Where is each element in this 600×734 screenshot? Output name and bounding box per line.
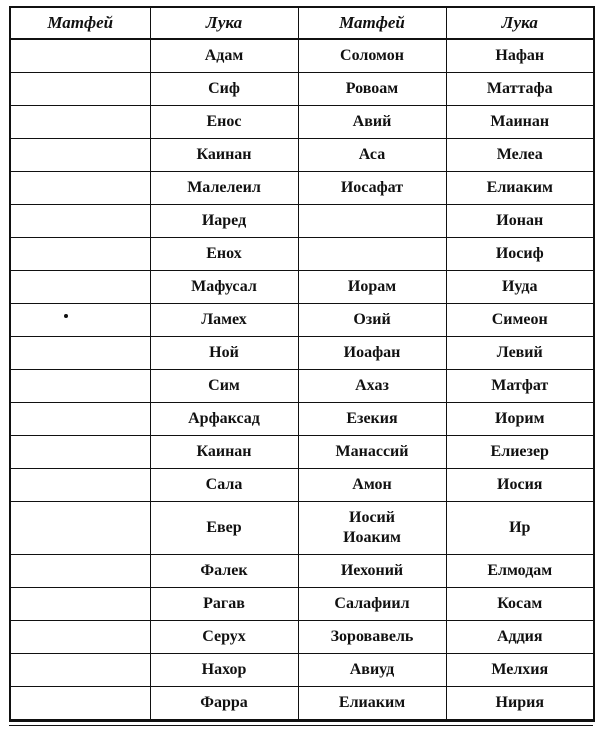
cell-matthew-1 bbox=[10, 588, 150, 621]
cell-text: Иоафан bbox=[343, 344, 401, 361]
table-body bbox=[10, 39, 594, 721]
cell-luke-2: Аддия bbox=[446, 621, 594, 654]
table-row bbox=[10, 271, 594, 304]
header-matthew-1: Матфей bbox=[10, 7, 150, 39]
cell-matthew-2 bbox=[298, 39, 446, 73]
cell-luke-2: Симеон bbox=[446, 304, 594, 337]
cell-matthew-2 bbox=[298, 106, 446, 139]
header-matthew-2: Матфей bbox=[298, 7, 446, 39]
table-row bbox=[10, 172, 594, 205]
cell-text: Ровоам bbox=[345, 80, 399, 97]
cell-matthew-1 bbox=[10, 205, 150, 238]
cell-text-second-line: Иоаким bbox=[343, 529, 401, 546]
table-row bbox=[10, 205, 594, 238]
table-row bbox=[10, 139, 594, 172]
cell-matthew-1 bbox=[10, 436, 150, 469]
cell-matthew-2 bbox=[298, 588, 446, 621]
cell-text: Авий bbox=[352, 113, 392, 130]
cell-matthew-2 bbox=[298, 469, 446, 502]
cell-luke-2: Елиаким bbox=[446, 172, 594, 205]
cell-luke-2: Иорим bbox=[446, 403, 594, 436]
cell-matthew-2 bbox=[298, 436, 446, 469]
cell-luke-1: Сим bbox=[150, 370, 298, 403]
cell-luke-2: Иуда bbox=[446, 271, 594, 304]
cell-luke-2: Ир bbox=[446, 502, 594, 555]
table-row bbox=[10, 73, 594, 106]
cell-text: Иехоний bbox=[340, 562, 404, 579]
cell-matthew-1 bbox=[10, 555, 150, 588]
cell-luke-2: Мелеа bbox=[446, 139, 594, 172]
cell-matthew-1 bbox=[10, 73, 150, 106]
cell-matthew-1 bbox=[10, 139, 150, 172]
cell-matthew-1 bbox=[10, 337, 150, 370]
table-row bbox=[10, 337, 594, 370]
cell-matthew-2 bbox=[298, 271, 446, 304]
cell-luke-2: Иосиф bbox=[446, 238, 594, 271]
cell-matthew-2 bbox=[298, 654, 446, 687]
cell-luke-1: Нахор bbox=[150, 654, 298, 687]
cell-matthew-1 bbox=[10, 370, 150, 403]
cell-luke-1: Каинан bbox=[150, 436, 298, 469]
cell-matthew-2 bbox=[298, 304, 446, 337]
table-row bbox=[10, 502, 594, 555]
header-luke-2: Лука bbox=[446, 7, 594, 39]
cell-matthew-2 bbox=[298, 172, 446, 205]
cell-matthew-2 bbox=[298, 73, 446, 106]
cell-matthew-1 bbox=[10, 304, 150, 337]
cell-matthew-1 bbox=[10, 687, 150, 721]
header-row bbox=[10, 7, 594, 39]
cell-matthew-2 bbox=[298, 139, 446, 172]
cell-luke-1: Ламех bbox=[150, 304, 298, 337]
cell-luke-1: Адам bbox=[150, 39, 298, 73]
cell-luke-2: Нафан bbox=[446, 39, 594, 73]
cell-text: Иосий bbox=[349, 509, 395, 526]
cell-matthew-1 bbox=[10, 403, 150, 436]
cell-text: Амон bbox=[352, 476, 392, 493]
cell-luke-1: Арфаксад bbox=[150, 403, 298, 436]
cell-luke-2: Ионан bbox=[446, 205, 594, 238]
cell-text: Авиуд bbox=[349, 661, 395, 678]
cell-matthew-2 bbox=[298, 621, 446, 654]
cell-matthew-1 bbox=[10, 621, 150, 654]
cell-luke-2: Левий bbox=[446, 337, 594, 370]
cell-matthew-1 bbox=[10, 654, 150, 687]
cell-luke-2: Косам bbox=[446, 588, 594, 621]
dot-mark bbox=[64, 314, 68, 318]
cell-luke-1: Серух bbox=[150, 621, 298, 654]
cell-text: Езекия bbox=[346, 410, 398, 427]
cell-luke-1: Евер bbox=[150, 502, 298, 555]
cell-luke-1: Ной bbox=[150, 337, 298, 370]
table-row bbox=[10, 39, 594, 73]
table-row bbox=[10, 588, 594, 621]
cell-luke-1: Сиф bbox=[150, 73, 298, 106]
cell-text: Озий bbox=[353, 311, 391, 328]
cell-matthew-1 bbox=[10, 238, 150, 271]
cell-matthew-2 bbox=[298, 238, 446, 271]
cell-luke-1: Сала bbox=[150, 469, 298, 502]
table-row bbox=[10, 436, 594, 469]
cell-text: Иосафат bbox=[340, 179, 404, 196]
cell-matthew-2 bbox=[298, 555, 446, 588]
table-row bbox=[10, 106, 594, 139]
cell-luke-2: Нирия bbox=[446, 687, 594, 721]
cell-matthew-2 bbox=[298, 403, 446, 436]
cell-matthew-2 bbox=[298, 370, 446, 403]
cell-matthew-2 bbox=[298, 337, 446, 370]
header-luke-1: Лука bbox=[150, 7, 298, 39]
table-row bbox=[10, 370, 594, 403]
cell-text: Зоровавель bbox=[330, 628, 414, 645]
cell-text: Елиаким bbox=[338, 694, 406, 711]
cell-text: Салафиил bbox=[334, 595, 410, 612]
genealogy-table bbox=[9, 6, 595, 722]
cell-luke-2: Елмодам bbox=[446, 555, 594, 588]
cell-luke-1: Малелеил bbox=[150, 172, 298, 205]
cell-matthew-1 bbox=[10, 172, 150, 205]
table-row bbox=[10, 469, 594, 502]
table-row bbox=[10, 304, 594, 337]
table-row bbox=[10, 403, 594, 436]
cell-matthew-2 bbox=[298, 687, 446, 721]
cell-luke-1: Фалек bbox=[150, 555, 298, 588]
cell-luke-2: Мелхия bbox=[446, 654, 594, 687]
cell-luke-1: Каинан bbox=[150, 139, 298, 172]
cell-matthew-1 bbox=[10, 106, 150, 139]
table-row bbox=[10, 238, 594, 271]
cell-luke-1: Фарра bbox=[150, 687, 298, 721]
cell-matthew-2 bbox=[298, 502, 446, 555]
cell-luke-2: Елиезер bbox=[446, 436, 594, 469]
table-row bbox=[10, 687, 594, 721]
cell-text: Иорам bbox=[347, 278, 397, 295]
cell-luke-2: Иосия bbox=[446, 469, 594, 502]
cell-matthew-1 bbox=[10, 502, 150, 555]
cell-luke-1: Рагав bbox=[150, 588, 298, 621]
cell-matthew-1 bbox=[10, 469, 150, 502]
cell-luke-2: Маинан bbox=[446, 106, 594, 139]
table-row bbox=[10, 555, 594, 588]
cell-matthew-2 bbox=[298, 205, 446, 238]
table-row bbox=[10, 654, 594, 687]
cell-text: Манассий bbox=[335, 443, 409, 460]
table-row bbox=[10, 621, 594, 654]
cell-matthew-1 bbox=[10, 39, 150, 73]
cell-matthew-1 bbox=[10, 271, 150, 304]
cell-luke-1: Мафусал bbox=[150, 271, 298, 304]
cell-luke-2: Матфат bbox=[446, 370, 594, 403]
cell-luke-1: Иаред bbox=[150, 205, 298, 238]
cell-luke-1: Енох bbox=[150, 238, 298, 271]
cell-luke-2: Маттафа bbox=[446, 73, 594, 106]
cell-text: Соломон bbox=[340, 47, 404, 64]
cell-text: Аса bbox=[358, 146, 386, 163]
bottom-rule bbox=[9, 725, 593, 726]
cell-luke-1: Енос bbox=[150, 106, 298, 139]
cell-text: Ахаз bbox=[355, 377, 389, 394]
